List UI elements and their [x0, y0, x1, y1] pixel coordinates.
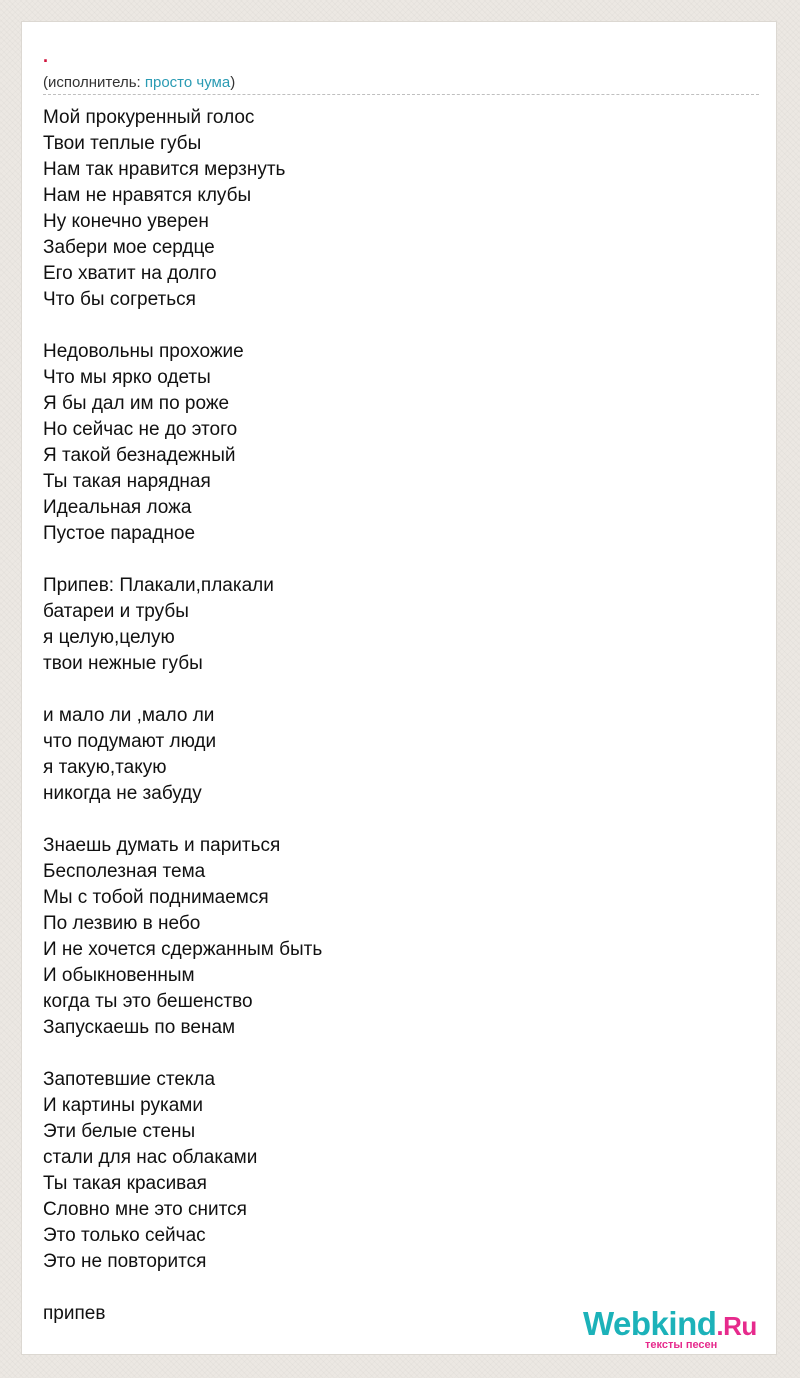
lyric-line: Эти белые стены: [43, 1121, 196, 1142]
lyric-line: Твои теплые губы: [43, 133, 202, 154]
lyric-line: И не хочется сдержанным быть: [43, 939, 323, 960]
lyric-line: По лезвию в небо: [43, 913, 201, 934]
lyric-line: Знаешь думать и париться: [43, 835, 281, 856]
artist-link[interactable]: просто чума: [144, 74, 231, 91]
lyric-line: Ну конечно уверен: [43, 211, 209, 232]
lyrics-body: [43, 105, 743, 1327]
title-divider: [43, 94, 759, 95]
lyric-line: Мой прокуренный голос: [43, 107, 255, 128]
logo-tagline: тексты песен: [645, 1339, 718, 1351]
lyric-line: Ты такая красивая: [43, 1173, 207, 1194]
lyric-line: Запотевшие стекла: [43, 1069, 216, 1090]
lyric-line: Припев: Плакали,плакали: [43, 575, 274, 596]
lyric-line: Нам так нравится мерзнуть: [43, 159, 286, 180]
lyric-line: я такую,такую: [43, 757, 167, 778]
lyric-line: Ты такая нарядная: [43, 471, 211, 492]
lyric-line: Словно мне это снится: [43, 1199, 247, 1220]
lyric-line: я целую,целую: [43, 627, 175, 648]
lyric-line: Бесполезная тема: [43, 861, 206, 882]
lyric-line: Его хватит на долго: [43, 263, 217, 284]
lyric-line: Я бы дал им по роже: [43, 393, 230, 414]
lyric-line: Я такой безнадежный: [43, 445, 236, 466]
stanza-break: [43, 807, 743, 833]
lyric-line: когда ты это бешенство: [43, 991, 253, 1012]
artist-line: [43, 74, 235, 92]
artist-suffix: ): [230, 74, 236, 91]
lyric-line: стали для нас облаками: [43, 1147, 258, 1168]
stanza-break: [43, 1041, 743, 1067]
lyric-line: что подумают люди: [43, 731, 217, 752]
song-title: .: [43, 46, 49, 66]
lyric-line: твои нежные губы: [43, 653, 203, 674]
stanza-break: [43, 677, 743, 703]
site-logo[interactable]: [583, 1306, 783, 1350]
lyric-line: И картины руками: [43, 1095, 203, 1116]
lyric-line: Но сейчас не до этого: [43, 419, 238, 440]
lyric-line: Запускаешь по венам: [43, 1017, 236, 1038]
stanza-break: [43, 547, 743, 573]
lyric-line: Это только сейчас: [43, 1225, 206, 1246]
logo-main-text: Webkind: [583, 1305, 717, 1342]
lyric-line: Недовольны прохожие: [43, 341, 244, 362]
stanza-break: [43, 1275, 743, 1301]
logo-suffix: .Ru: [716, 1311, 757, 1341]
lyric-line: И обыкновенным: [43, 965, 195, 986]
lyric-line: никогда не забуду: [43, 783, 202, 804]
lyric-line: батареи и трубы: [43, 601, 189, 622]
content-card: [21, 21, 777, 1355]
lyric-line: Нам не нравятся клубы: [43, 185, 252, 206]
lyric-line: Это не повторится: [43, 1251, 207, 1272]
lyric-line: припев: [43, 1303, 106, 1324]
lyric-line: Пустое парадное: [43, 523, 196, 544]
lyric-line: Что бы согреться: [43, 289, 196, 310]
lyric-line: Идеальная ложа: [43, 497, 192, 518]
lyric-line: Мы с тобой поднимаемся: [43, 887, 269, 908]
artist-prefix: (исполнитель:: [43, 74, 145, 91]
lyric-line: и мало ли ,мало ли: [43, 705, 215, 726]
stanza-break: [43, 313, 743, 339]
lyric-line: Забери мое сердце: [43, 237, 215, 258]
lyric-line: Что мы ярко одеты: [43, 367, 211, 388]
